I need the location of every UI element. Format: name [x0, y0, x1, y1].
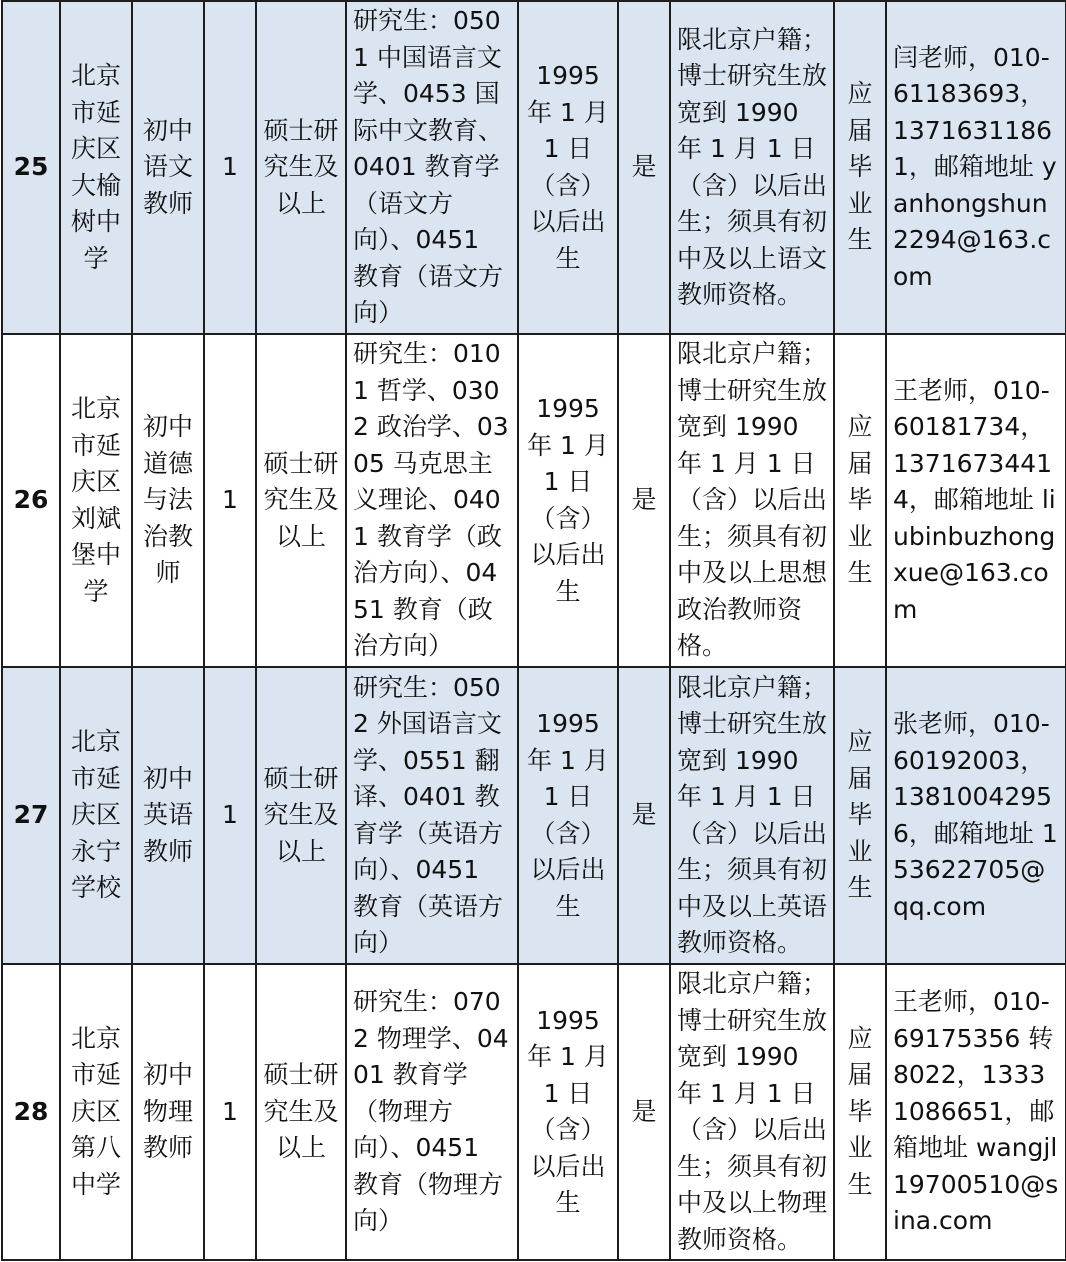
school-name: 北京市延庆区大榆树中学 [60, 1, 132, 334]
flag-cell: 是 [618, 667, 670, 964]
candidate-type: 应届毕业生 [834, 1, 886, 334]
major-requirement: 研究生：0501 中国语言文学、0453 国际中文教育、0401 教育学（语文方向）、0451 教育（语文方向） [346, 1, 518, 334]
major-requirement: 研究生：0702 物理学、0401 教育学（物理方向）、0451 教育（物理方向） [346, 964, 518, 1260]
hire-count: 1 [204, 334, 256, 667]
birth-requirement: 1995 年 1 月 1 日（含）以后出生 [518, 964, 618, 1260]
school-name: 北京市延庆区第八中学 [60, 964, 132, 1260]
row-number: 27 [2, 667, 60, 964]
education-level: 硕士研究生及以上 [256, 1, 346, 334]
recruitment-table [1, 0, 1066, 1261]
candidate-type: 应届毕业生 [834, 964, 886, 1260]
other-requirements: 限北京户籍；博士研究生放宽到 1990 年 1 月 1 日（含）以后出生；须具有初中及以上英语教师资格。 [670, 667, 834, 964]
contact-info: 闫老师，010-61183693，13716311861，邮箱地址 yanhongshun2294@163.com [886, 1, 1066, 334]
other-requirements: 限北京户籍；博士研究生放宽到 1990 年 1 月 1 日（含）以后出生；须具有初中及以上物理教师资格。 [670, 964, 834, 1260]
birth-requirement: 1995 年 1 月 1 日（含）以后出生 [518, 334, 618, 667]
row-number: 26 [2, 334, 60, 667]
candidate-type: 应届毕业生 [834, 667, 886, 964]
contact-info: 张老师，010-60192003，13810042956，邮箱地址 153622705@qq.com [886, 667, 1066, 964]
education-level: 硕士研究生及以上 [256, 964, 346, 1260]
flag-cell: 是 [618, 964, 670, 1260]
other-requirements: 限北京户籍；博士研究生放宽到 1990 年 1 月 1 日（含）以后出生；须具有初中及以上语文教师资格。 [670, 1, 834, 334]
row-number: 28 [2, 964, 60, 1260]
table-row [2, 667, 1066, 964]
other-requirements: 限北京户籍；博士研究生放宽到 1990 年 1 月 1 日（含）以后出生；须具有初中及以上思想政治教师资格。 [670, 334, 834, 667]
hire-count: 1 [204, 667, 256, 964]
education-level: 硕士研究生及以上 [256, 667, 346, 964]
contact-info: 王老师，010-69175356 转 8022，13331086651，邮箱地址 wangjl19700510@sina.com [886, 964, 1066, 1260]
table-row [2, 964, 1066, 1260]
post-name: 初中英语教师 [132, 667, 204, 964]
table-row [2, 334, 1066, 667]
post-name: 初中语文教师 [132, 1, 204, 334]
education-level: 硕士研究生及以上 [256, 334, 346, 667]
hire-count: 1 [204, 964, 256, 1260]
birth-requirement: 1995 年 1 月 1 日（含）以后出生 [518, 1, 618, 334]
school-name: 北京市延庆区永宁学校 [60, 667, 132, 964]
birth-requirement: 1995 年 1 月 1 日（含）以后出生 [518, 667, 618, 964]
post-name: 初中物理教师 [132, 964, 204, 1260]
post-name: 初中道德与法治教师 [132, 334, 204, 667]
school-name: 北京市延庆区刘斌堡中学 [60, 334, 132, 667]
major-requirement: 研究生：0101 哲学、0302 政治学、0305 马克思主义理论、0401 教育学（政治方向）、0451 教育（政治方向） [346, 334, 518, 667]
major-requirement: 研究生：0502 外国语言文学、0551 翻译、0401 教育学（英语方向）、0451 教育（英语方向） [346, 667, 518, 964]
contact-info: 王老师，010-60181734，13716734414，邮箱地址 liubinbuzhongxue@163.com [886, 334, 1066, 667]
row-number: 25 [2, 1, 60, 334]
candidate-type: 应届毕业生 [834, 334, 886, 667]
flag-cell: 是 [618, 334, 670, 667]
table-row [2, 1, 1066, 334]
flag-cell: 是 [618, 1, 670, 334]
hire-count: 1 [204, 1, 256, 334]
